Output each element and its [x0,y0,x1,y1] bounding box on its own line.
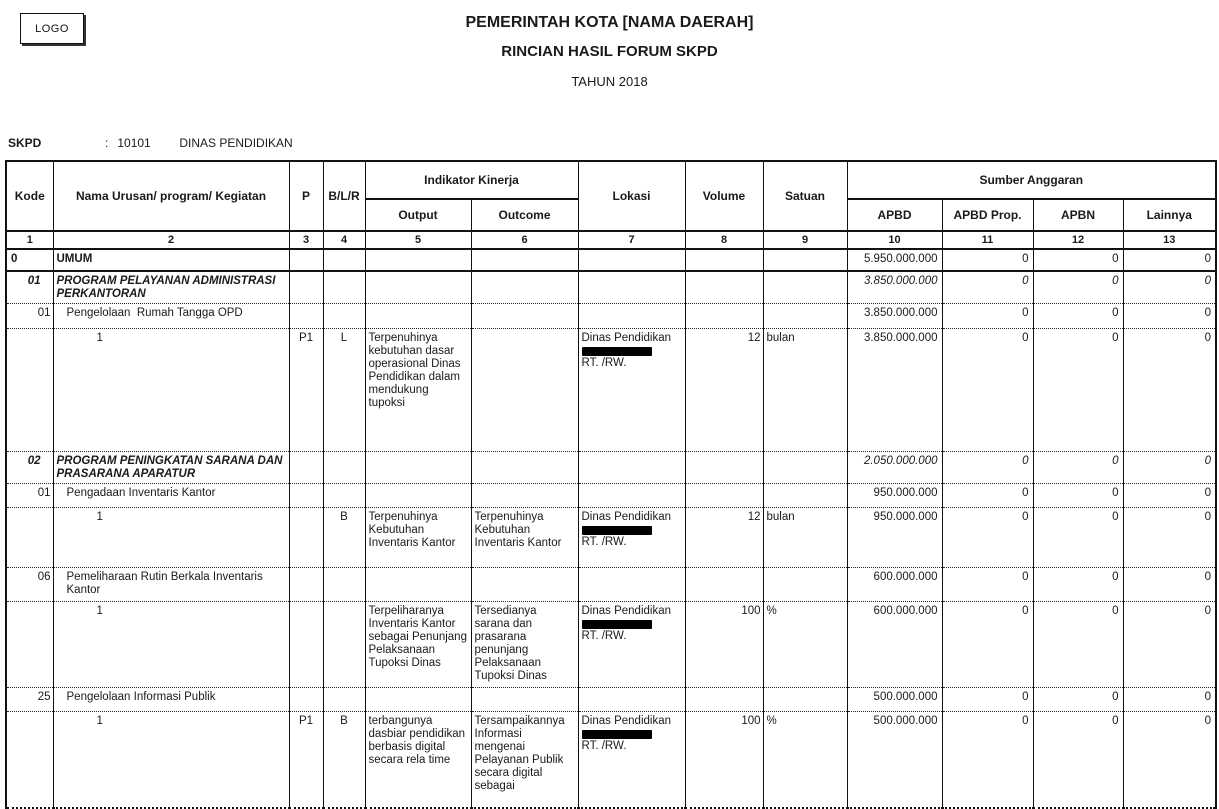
cell-satuan: % [763,602,847,688]
table-row [6,452,1216,484]
skpd-line [8,136,293,150]
col-number: 5 [365,231,471,249]
cell-blr [323,271,365,304]
col-header-apbn: APBN [1033,199,1123,231]
cell-blr: L [323,329,365,452]
cell-apbd: 600.000.000 [847,568,942,602]
report-titles [0,14,1219,89]
logo-text: LOGO [35,22,69,35]
cell-apbd_prop: 0 [942,304,1033,329]
cell-lainnya: 0 [1123,249,1216,271]
cell-lainnya: 0 [1123,602,1216,688]
cell-blr [323,484,365,508]
cell-apbn: 0 [1033,602,1123,688]
cell-nama: PROGRAM PENINGKATAN SARANA DAN PRASARANA APARATUR [53,452,289,484]
cell-satuan [763,249,847,271]
table-row [6,712,1216,808]
cell-apbd: 950.000.000 [847,508,942,568]
cell-volume [685,249,763,271]
col-number: 11 [942,231,1033,249]
cell-nama: 1 [53,602,289,688]
table-header [6,161,1216,249]
col-header-lokasi: Lokasi [578,161,685,231]
cell-apbd: 950.000.000 [847,484,942,508]
col-number: 13 [1123,231,1216,249]
col-number: 12 [1033,231,1123,249]
cell-outcome: Tersedianya sarana dan prasarana penunjang Pelaksanaan Tupoksi Dinas [471,602,578,688]
cell-satuan: bulan [763,329,847,452]
cell-outcome [471,452,578,484]
cell-volume [685,452,763,484]
cell-output: Terpenuhinya Kebutuhan Inventaris Kantor [365,508,471,568]
cell-kode [6,712,53,808]
cell-p [289,508,323,568]
lokasi-line: RT. /RW. [581,357,627,369]
lokasi-line: RT. /RW. [581,740,627,752]
cell-apbd_prop: 0 [942,568,1033,602]
cell-apbn: 0 [1033,688,1123,712]
cell-volume [685,568,763,602]
table-row [6,602,1216,688]
cell-lainnya: 0 [1123,304,1216,329]
cell-blr [323,688,365,712]
cell-outcome [471,329,578,452]
cell-p [289,304,323,329]
cell-volume [685,484,763,508]
cell-outcome: Terpenuhinya Kebutuhan Inventaris Kantor [471,508,578,568]
cell-p [289,249,323,271]
cell-volume [685,271,763,304]
report-subtitle: RINCIAN HASIL FORUM SKPD [501,43,718,60]
cell-kode: 01 [6,304,53,329]
col-number: 3 [289,231,323,249]
cell-kode [6,508,53,568]
cell-nama: Pemeliharaan Rutin Berkala Inventaris Kantor [53,568,289,602]
col-number: 9 [763,231,847,249]
cell-volume [685,688,763,712]
cell-lokasi [578,508,685,568]
cell-output: terbangunya dasbiar pendidikan berbasis digital secara rela time [365,712,471,808]
cell-apbd: 3.850.000.000 [847,329,942,452]
cell-volume: 100 [685,712,763,808]
cell-p [289,452,323,484]
cell-kode: 25 [6,688,53,712]
cell-blr [323,602,365,688]
col-number: 1 [6,231,53,249]
lokasi-line: Dinas Pendidikan [581,605,672,617]
skpd-label: SKPD [8,136,42,150]
col-header-nama: Nama Urusan/ program/ Kegiatan [53,161,289,231]
cell-kode: 02 [6,452,53,484]
cell-kode: 0 [6,249,53,271]
cell-lainnya: 0 [1123,271,1216,304]
cell-lainnya: 0 [1123,688,1216,712]
cell-p [289,602,323,688]
cell-nama: 1 [53,712,289,808]
cell-nama: 1 [53,329,289,452]
table-row [6,304,1216,329]
forum-skpd-table [5,160,1217,809]
cell-p [289,568,323,602]
cell-apbd_prop: 0 [942,602,1033,688]
col-number: 2 [53,231,289,249]
report-year: TAHUN 2018 [571,74,648,89]
cell-satuan [763,568,847,602]
cell-lokasi [578,688,685,712]
lokasi-line: Dinas Pendidikan [581,511,672,523]
cell-nama: Pengelolaan Rumah Tangga OPD [53,304,289,329]
cell-lokasi [578,602,685,688]
col-header-apbd: APBD [847,199,942,231]
cell-satuan: bulan [763,508,847,568]
cell-kode [6,329,53,452]
column-number-row [6,231,1216,249]
cell-apbn: 0 [1033,508,1123,568]
cell-lokasi [578,329,685,452]
table-row [6,249,1216,271]
cell-lokasi [578,271,685,304]
cell-satuan: % [763,712,847,808]
cell-volume: 12 [685,329,763,452]
cell-lainnya: 0 [1123,508,1216,568]
table-row [6,484,1216,508]
col-number: 10 [847,231,942,249]
cell-outcome [471,688,578,712]
cell-outcome [471,304,578,329]
col-number: 7 [578,231,685,249]
cell-volume: 12 [685,508,763,568]
cell-volume: 100 [685,602,763,688]
cell-nama: Pengelolaan Informasi Publik [53,688,289,712]
cell-kode: 06 [6,568,53,602]
cell-output [365,568,471,602]
skpd-code: 10101 [117,136,151,150]
cell-output [365,484,471,508]
skpd-name: DINAS PENDIDIKAN [179,136,293,150]
cell-apbd_prop: 0 [942,688,1033,712]
cell-output [365,271,471,304]
cell-apbn: 0 [1033,712,1123,808]
table-row [6,329,1216,452]
cell-nama: PROGRAM PELAYANAN ADMINISTRASI PERKANTORAN [53,271,289,304]
cell-nama: 1 [53,508,289,568]
cell-nama: Pengadaan Inventaris Kantor [53,484,289,508]
cell-apbd_prop: 0 [942,452,1033,484]
cell-apbd: 2.050.000.000 [847,452,942,484]
cell-satuan [763,271,847,304]
col-header-indikator-kinerja: Indikator Kinerja [365,161,578,199]
cell-kode [6,602,53,688]
cell-apbd: 600.000.000 [847,602,942,688]
cell-outcome [471,249,578,271]
cell-output [365,304,471,329]
cell-satuan [763,452,847,484]
cell-lokasi [578,484,685,508]
col-header-blr: B/L/R [323,161,365,231]
cell-lainnya: 0 [1123,712,1216,808]
cell-apbn: 0 [1033,484,1123,508]
cell-satuan [763,484,847,508]
cell-apbn: 0 [1033,249,1123,271]
cell-lokasi [578,452,685,484]
cell-lokasi [578,304,685,329]
cell-apbd_prop: 0 [942,249,1033,271]
cell-lokasi [578,712,685,808]
cell-apbd: 3.850.000.000 [847,271,942,304]
cell-lainnya: 0 [1123,484,1216,508]
lokasi-line: Dinas Pendidikan [581,332,672,344]
cell-lainnya: 0 [1123,329,1216,452]
cell-p [289,484,323,508]
cell-outcome [471,568,578,602]
col-header-lainnya: Lainnya [1123,199,1216,231]
cell-apbd: 500.000.000 [847,688,942,712]
lokasi-line: Dinas Pendidikan [581,715,672,727]
redacted-text [582,620,652,629]
cell-blr [323,452,365,484]
cell-blr: B [323,712,365,808]
redacted-text [582,347,652,356]
cell-lokasi [578,249,685,271]
cell-kode: 01 [6,484,53,508]
col-header-p: P [289,161,323,231]
cell-apbd_prop: 0 [942,712,1033,808]
cell-satuan [763,688,847,712]
lokasi-line: RT. /RW. [581,536,627,548]
table-row [6,688,1216,712]
col-header-outcome: Outcome [471,199,578,231]
lokasi-line: RT. /RW. [581,630,627,642]
col-number: 4 [323,231,365,249]
cell-nama: UMUM [53,249,289,271]
col-header-sumber-anggaran: Sumber Anggaran [847,161,1216,199]
table-row [6,271,1216,304]
cell-apbn: 0 [1033,329,1123,452]
redacted-text [582,526,652,535]
cell-blr [323,304,365,329]
col-header-kode: Kode [6,161,53,231]
cell-kode: 01 [6,271,53,304]
cell-outcome [471,484,578,508]
cell-p [289,688,323,712]
cell-p: P1 [289,329,323,452]
cell-apbd: 3.850.000.000 [847,304,942,329]
page-title: PEMERINTAH KOTA [NAMA DAERAH] [465,14,754,31]
cell-apbd: 5.950.000.000 [847,249,942,271]
cell-apbd_prop: 0 [942,271,1033,304]
cell-lainnya: 0 [1123,568,1216,602]
cell-blr: B [323,508,365,568]
cell-output: Terpenuhinya kebutuhan dasar operasional Dinas Pendidikan dalam mendukung tupoksi [365,329,471,452]
skpd-colon: : [105,136,109,150]
cell-apbd_prop: 0 [942,484,1033,508]
cell-p [289,271,323,304]
col-header-volume: Volume [685,161,763,231]
cell-apbd_prop: 0 [942,329,1033,452]
cell-output [365,688,471,712]
cell-blr [323,249,365,271]
redacted-text [582,730,652,739]
cell-outcome: Tersampaikannya Informasi mengenai Pelayanan Publik secara digital sebagai [471,712,578,808]
col-header-satuan: Satuan [763,161,847,231]
cell-lokasi [578,568,685,602]
cell-output [365,452,471,484]
cell-outcome [471,271,578,304]
cell-p: P1 [289,712,323,808]
cell-apbn: 0 [1033,452,1123,484]
table-row [6,508,1216,568]
col-header-apbd-prop: APBD Prop. [942,199,1033,231]
cell-blr [323,568,365,602]
cell-apbd_prop: 0 [942,508,1033,568]
cell-apbd: 500.000.000 [847,712,942,808]
cell-apbn: 0 [1033,568,1123,602]
col-number: 6 [471,231,578,249]
col-header-output: Output [365,199,471,231]
cell-satuan [763,304,847,329]
cell-output: Terpeliharanya Inventaris Kantor sebagai Penunjang Pelaksanaan Tupoksi Dinas [365,602,471,688]
cell-apbn: 0 [1033,304,1123,329]
cell-volume [685,304,763,329]
cell-output [365,249,471,271]
cell-apbn: 0 [1033,271,1123,304]
table-body [6,249,1216,808]
cell-lainnya: 0 [1123,452,1216,484]
table-row [6,568,1216,602]
col-number: 8 [685,231,763,249]
